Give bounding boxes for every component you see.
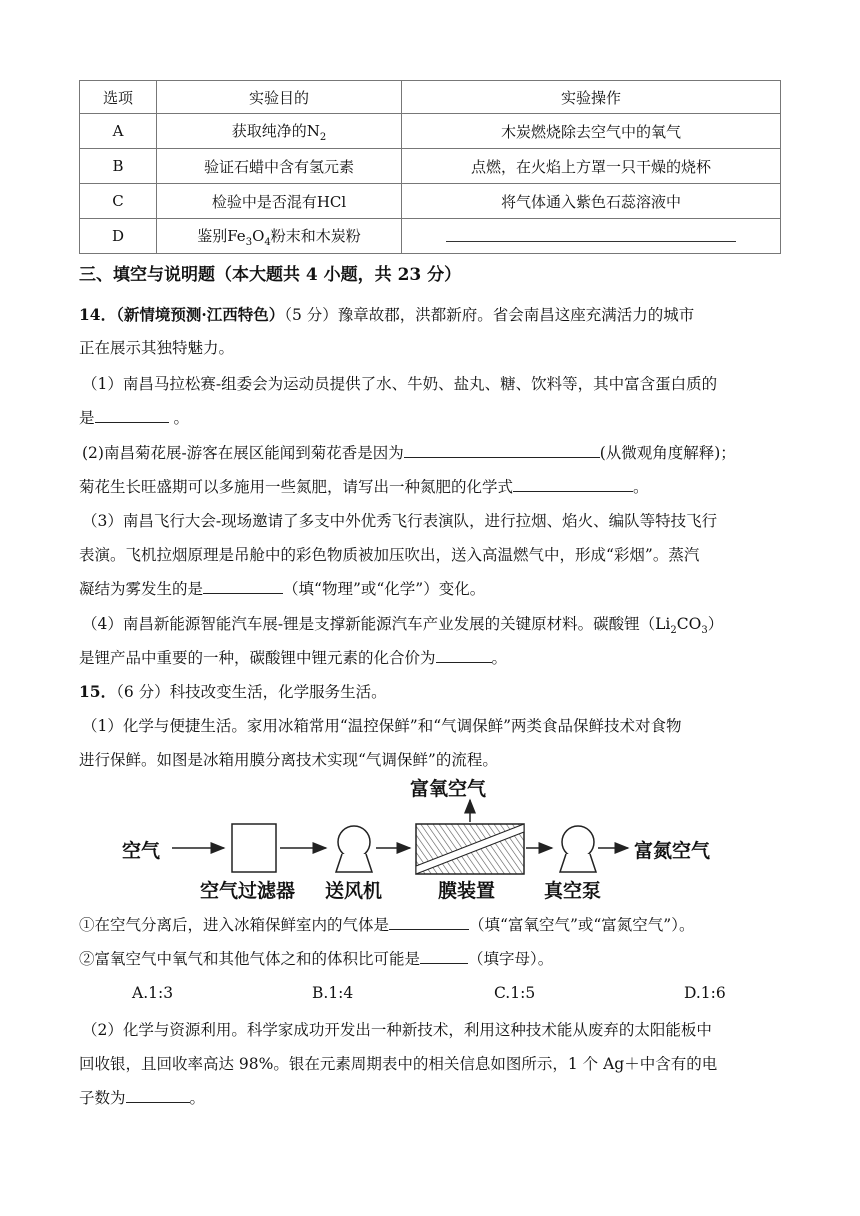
options-table [79,80,781,254]
q15-part2-line3: 子数为 。 [79,1089,206,1107]
q14-part3-line3: 凝结为雾发生的是 （填“物理”或“化学”）变化。 [79,580,486,598]
label-nitrogen-rich-air: 富氮空气 [634,840,711,862]
label-vacuum-pump: 真空泵 [544,880,602,902]
answer-blank[interactable] [513,478,633,492]
row-purpose: 验证石蜡中含有氢元素 [157,149,402,184]
row-operation: 将气体通入紫色石蕊溶液中 [402,184,781,219]
q14-part1-line2: 是 。 [79,409,189,427]
table-row [80,114,781,149]
header-purpose: 实验目的 [157,81,402,114]
answer-blank[interactable] [95,409,169,423]
table-row [80,219,781,254]
answer-blank[interactable] [389,916,469,930]
q14-part1: （1）南昌马拉松赛-组委会为运动员提供了水、牛奶、盐丸、糖、饮料等，其中富含蛋白质的 [82,375,718,393]
answer-blank[interactable] [446,227,736,242]
label-air-in: 空气 [122,840,161,862]
q15-part1-line2: 进行保鲜。如图是冰箱用膜分离技术实现“气调保鲜”的流程。 [79,751,498,769]
choice-a[interactable]: A.1:3 [132,984,174,1002]
q15-sub2: ②富氧空气中氧气和其他气体之和的体积比可能是 （填字母）。 [79,950,554,968]
q14-part4: （4）南昌新能源智能汽车展-锂是支撑新能源汽车产业发展的关键原材料。碳酸锂$(Li_2CO_3)$ [82,615,724,637]
q15-part2-line2: 回收银，且回收率高达 98%。银在元素周期表中的相关信息如图所示，1 个 Ag＋中含有的电 [79,1055,718,1073]
fan-icon [338,826,370,858]
answer-blank[interactable] [420,950,468,964]
q15-sub1: ①在空气分离后，进入冰箱保鲜室内的气体是 （填“富氧空气”或“富氮空气”）。 [79,916,695,934]
table-header-row [80,81,781,114]
row-purpose: 检验中是否混有HCl [157,184,402,219]
label-fan: 送风机 [325,880,383,902]
answer-blank[interactable] [436,649,492,663]
answer-blank[interactable] [404,444,600,458]
row-operation: 点燃，在火焰上方罩一只干燥的烧杯 [402,149,781,184]
answer-blank[interactable] [203,580,283,594]
choice-c[interactable]: C.1:5 [494,984,536,1002]
row-option: D [80,219,157,254]
choice-d[interactable]: D.1:6 [684,984,726,1002]
q15-intro-line: 15．（6 分）科技改变生活，化学服务生活。 [79,682,387,701]
row-option: C [80,184,157,219]
table-row [80,149,781,184]
row-purpose: 获取纯净的$N_2$ [157,114,402,149]
row-option: B [80,149,157,184]
row-purpose: 鉴别$Fe_3O_4$粉末和木炭粉 [157,219,402,254]
header-operation: 实验操作 [402,81,781,114]
q15-part1: （1）化学与便捷生活。家用冰箱常用“温控保鲜”和“气调保鲜”两类食品保鲜技术对食物 [82,717,682,735]
q14-part4-line2: 是锂产品中重要的一种，碳酸锂中锂元素的化合价为 。 [79,649,508,667]
answer-blank[interactable] [126,1089,190,1103]
q14-part3-line2: 表演。飞机拉烟原理是吊舱中的彩色物质被加压吹出，送入高温燃气中，形成“彩烟”。蒸汽 [79,546,700,564]
membrane-separation-diagram [120,770,740,910]
table-row [80,184,781,219]
label-oxygen-rich-air: 富氧空气 [410,778,487,800]
q14-intro-line-2: 正在展示其独特魅力。 [79,339,235,357]
q14-part3: （3）南昌飞行大会-现场邀请了多支中外优秀飞行表演队，进行拉烟、焰火、编队等特技飞行 [82,512,718,530]
q14-part2-line2: 菊花生长旺盛期可以多施用一些氮肥，请写出一种氮肥的化学式 。 [79,478,649,496]
section-title: 三、填空与说明题（本大题共 4 小题，共 23 分） [79,265,462,285]
row-operation: 木炭燃烧除去空气中的氧气 [402,114,781,149]
q15-part2: （2）化学与资源利用。科学家成功开发出一种新技术，利用这种技术能从废弃的太阳能板中 [82,1021,712,1039]
q14-part2: (2)南昌菊花展-游客在展区能闻到菊花香是因为 (从微观角度解释)； [82,444,736,462]
pump-icon [562,826,594,858]
label-air-filter: 空气过滤器 [200,880,296,902]
q14-intro-line: 14．（新情境预测·江西特色）（5 分）豫章故郡，洪都新府。省会南昌这座充满活力的城市 [79,305,695,324]
air-filter-box [232,824,276,872]
label-membrane: 膜装置 [438,880,496,902]
header-option: 选项 [80,81,157,114]
choice-b[interactable]: B.1:4 [312,984,354,1002]
answer-blank-cell[interactable] [402,219,781,254]
row-option: A [80,114,157,149]
